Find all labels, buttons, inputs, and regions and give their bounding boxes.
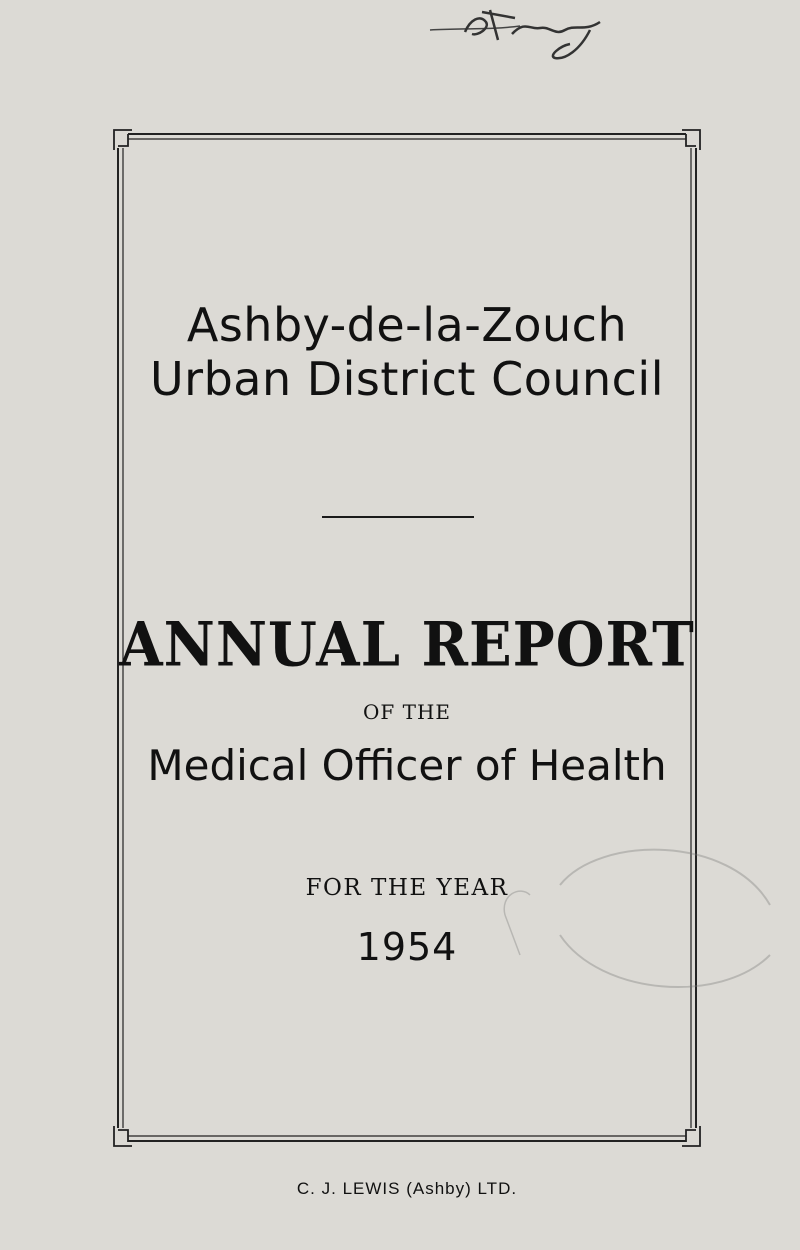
for-the-year-label: FOR THE YEAR — [305, 875, 509, 901]
report-subject: Medical Officer of Health — [147, 741, 667, 790]
report-year: 1954 — [356, 925, 458, 969]
council-name-line-1: Ashby-de-la-Zouch — [186, 298, 628, 352]
of-the-label: OF THE — [362, 700, 451, 724]
printer-imprint: C. J. LEWIS (Ashby) LTD. — [296, 1179, 518, 1198]
council-name-line-2: Urban District Council — [149, 352, 664, 406]
handwritten-signature — [420, 0, 620, 90]
divider-rule — [322, 516, 474, 518]
report-heading: ANNUAL REPORT — [119, 609, 695, 681]
